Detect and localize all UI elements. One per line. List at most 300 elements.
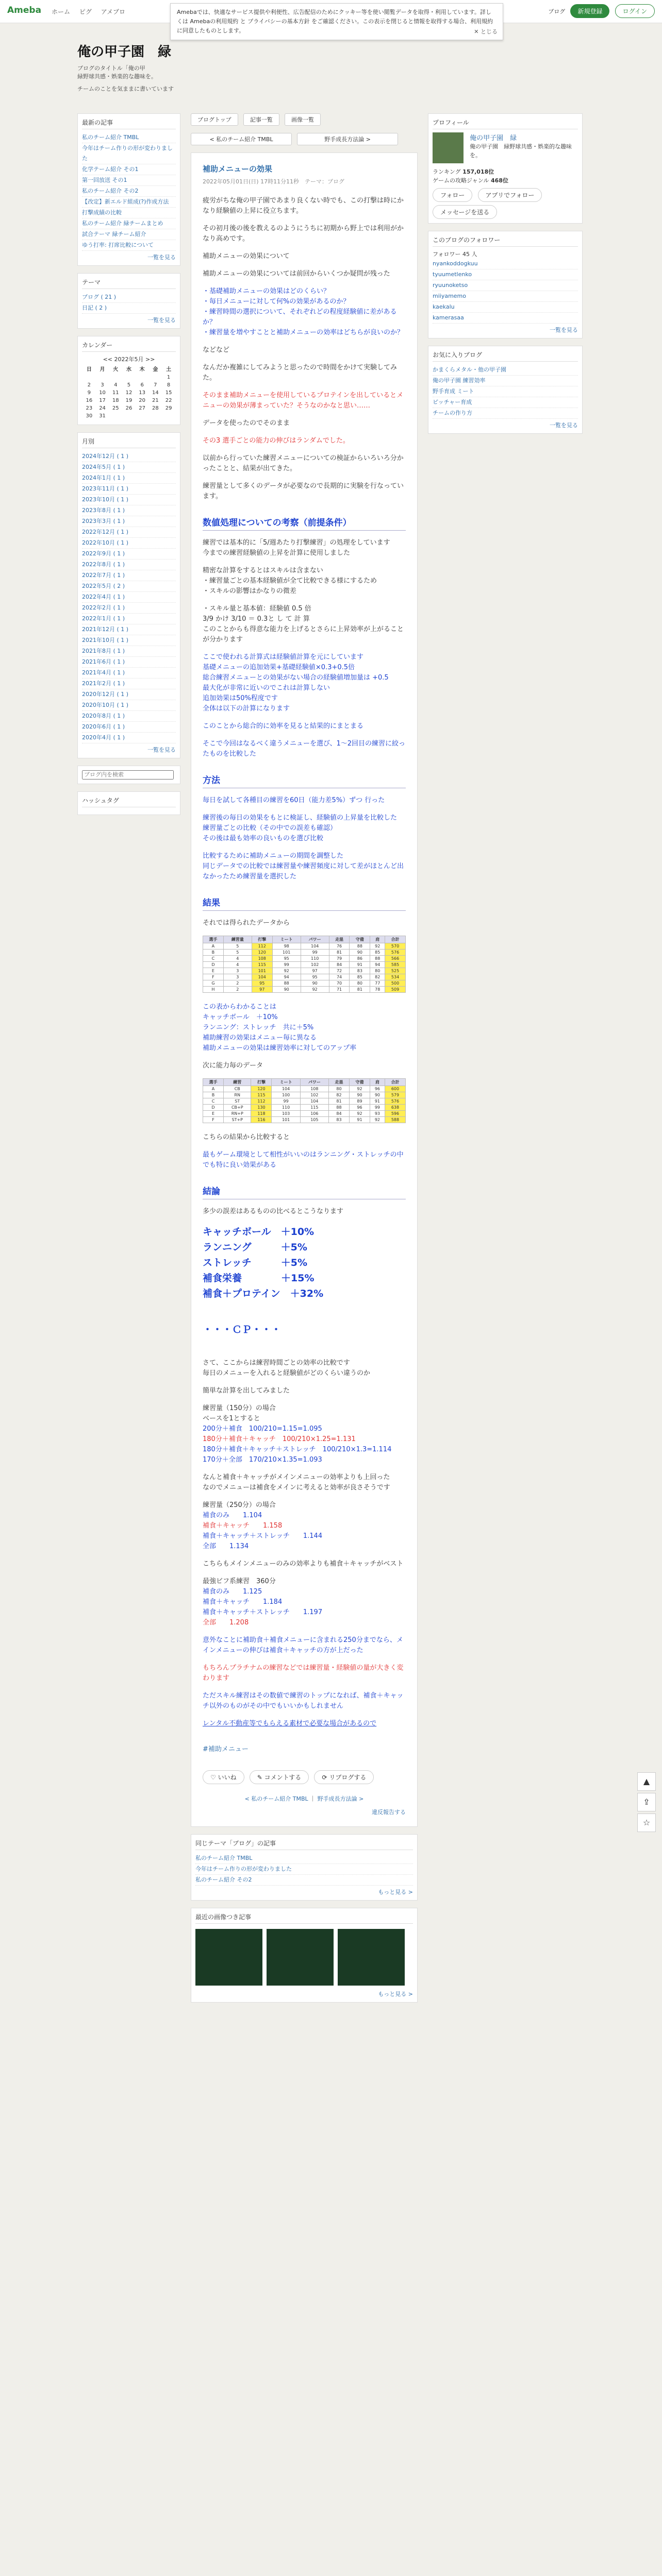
hashtag-link[interactable]: #補助メニュー: [203, 1745, 249, 1753]
tab-entry-list[interactable]: 記事一覧: [243, 113, 279, 126]
recent-post-item[interactable]: 今年はチーム作りの形が変わりました: [82, 143, 176, 164]
archive-item[interactable]: 2024年1月 ( 1 ): [82, 473, 176, 484]
table-cell: 110: [301, 956, 329, 962]
calendar-day: [109, 413, 122, 419]
hashtag-heading: ハッシュタグ: [82, 796, 176, 807]
recent-posts-heading: 最新の記事: [82, 118, 176, 129]
next-post-link[interactable]: 野手成長方法論 >: [297, 133, 398, 145]
theme-item[interactable]: 日記 ( 2 ): [82, 303, 176, 314]
blog-search-input[interactable]: [82, 770, 174, 779]
favorite-blog-item[interactable]: ピッチャー育成: [433, 397, 578, 408]
line: 全部 1.208: [203, 1619, 249, 1626]
prev-post-link[interactable]: < 私のチーム紹介 TMBL: [244, 1795, 308, 1802]
calendar-day: 9: [87, 390, 91, 396]
recent-more-link[interactable]: 一覧を見る: [147, 254, 176, 261]
para: [203, 1358, 406, 1379]
login-button[interactable]: ログイン: [615, 4, 655, 18]
table-cell: 104: [301, 943, 329, 950]
follower-item[interactable]: ryuunoketso: [433, 280, 578, 291]
calendar-day-name: 土: [166, 367, 172, 372]
table-cell: 83: [350, 968, 370, 974]
theme-heading: テーマ: [82, 278, 176, 289]
table-cell: 104: [300, 1098, 328, 1105]
table-cell: F: [203, 1117, 224, 1123]
line: ・スキルの影響はかなりの微差: [203, 587, 296, 595]
table-cell: 116: [251, 1117, 272, 1123]
line: その後は最も効率の良いものを選び比較: [203, 835, 324, 842]
line: 全部 1.134: [203, 1543, 249, 1550]
nav-home[interactable]: ホーム: [52, 8, 71, 15]
theme-box: [77, 273, 180, 329]
followers-more[interactable]: 一覧を見る: [550, 327, 578, 333]
calendar-day: 18: [112, 398, 119, 403]
hashtag-box: [77, 791, 180, 815]
like-button[interactable]: [203, 1770, 244, 1784]
calendar-week: [83, 382, 175, 388]
prev-post-link[interactable]: < 私のチーム紹介 TMBL: [191, 133, 292, 145]
table-cell: 115: [251, 1092, 272, 1098]
nav-ameblo[interactable]: アメブロ: [101, 8, 125, 15]
table-cell: 102: [301, 962, 329, 968]
blog-link[interactable]: ブログ: [548, 8, 566, 15]
table-cell: E: [203, 968, 224, 974]
recent-post-item[interactable]: 【改定】新エルド組成(?)作成方法: [82, 197, 176, 208]
archive-item[interactable]: 2023年11月 ( 1 ): [82, 484, 176, 495]
follower-item[interactable]: tyuumetlenko: [433, 269, 578, 280]
table-header-cell: 練習量: [223, 936, 252, 943]
app-follow-button[interactable]: アプリでフォロー: [478, 188, 542, 202]
table-cell: 70: [329, 980, 350, 987]
calendar-week: [83, 405, 175, 412]
table-cell: F: [203, 974, 224, 980]
line: 170分＋全部 170/210×1.35=1.093: [203, 1456, 322, 1464]
archive-item[interactable]: 2022年4月 ( 1 ): [82, 592, 176, 603]
table-cell: 91: [349, 1117, 370, 1123]
article-title[interactable]: 補助メニューの効果: [203, 164, 273, 174]
line: ベースを1とすると: [203, 1415, 260, 1422]
table-cell: 120: [251, 1086, 272, 1092]
table-cell: 85: [370, 950, 385, 956]
para: その初月後の後を教えるのようにうちに初期から野上では利用がかなり高めです。: [203, 225, 404, 243]
calendar-day: 22: [165, 398, 172, 403]
table-header-cell: 打撃: [252, 936, 272, 943]
table-row: [203, 987, 406, 993]
blog-desc-line2: 緑野球共感・娯楽的な趣味を。: [77, 73, 157, 80]
table-header-cell: 肩: [370, 1079, 385, 1086]
calendar-week: [83, 374, 175, 381]
table-row: [203, 950, 406, 956]
signup-button[interactable]: 新規登録: [570, 4, 609, 18]
line: このことからも得意な能力を上げるとさらに上昇効率が上がることが分かります: [203, 625, 404, 643]
question: ・毎日メニューに対して何%の効果があるのか？: [203, 298, 350, 306]
calendar-day: 25: [112, 405, 119, 411]
archive-item[interactable]: 2021年12月 ( 1 ): [82, 624, 176, 635]
same-theme-heading: 同じテーマ「ブログ」の記事: [195, 1839, 413, 1850]
conclusion-line: 補食栄養 ＋15%: [203, 1273, 315, 1284]
tab-blog-top[interactable]: ブログトップ: [191, 113, 238, 126]
calendar-day: 19: [125, 398, 133, 403]
calendar-day: 15: [165, 390, 172, 396]
article-meta: 2022年05月01日(日) 17時11分11秒 テーマ：ブログ: [203, 178, 345, 185]
archive-item[interactable]: 2023年10月 ( 1 ): [82, 495, 176, 505]
tab-image-list[interactable]: 画像一覧: [285, 113, 321, 126]
para: 毎日を試して各種目の練習を60日（能力差5%）ずつ 行った: [203, 796, 385, 804]
table-cell: 103: [272, 1111, 300, 1117]
post-thumbnail[interactable]: [195, 1929, 262, 1986]
line: 3/9 かけ 3/10 ＝ 0.3と し て 計 算: [203, 615, 310, 623]
ameba-logo[interactable]: Ameba: [7, 5, 42, 15]
archive-item[interactable]: 2022年8月 ( 1 ): [82, 560, 176, 570]
recent-post-item[interactable]: 化学テーム紹介 その1: [82, 164, 176, 175]
table-header-cell: 選手: [203, 936, 224, 943]
table-cell: 500: [385, 980, 406, 987]
archive-item[interactable]: 2021年10月 ( 1 ): [82, 635, 176, 646]
table-cell: 89: [349, 1098, 370, 1105]
reblog-button[interactable]: [314, 1770, 374, 1784]
same-theme-more[interactable]: もっと見る >: [378, 1889, 413, 1895]
blog-title[interactable]: 俺の甲子園 緑: [77, 44, 172, 60]
favorite-heading: お気に入りブログ: [433, 350, 578, 362]
line: 今までの練習経験値の上昇を計算に使用しました: [203, 549, 351, 557]
follower-item[interactable]: kaekalu: [433, 302, 578, 313]
table-cell: 94: [272, 974, 301, 980]
followers-box: [428, 231, 583, 338]
archive-item[interactable]: 2022年1月 ( 1 ): [82, 614, 176, 624]
archive-box: [77, 432, 180, 758]
bookmark-icon[interactable]: ☆: [637, 1814, 656, 1832]
follower-list: [433, 259, 578, 324]
table-cell: 81: [329, 950, 350, 956]
favorite-list: [433, 365, 578, 419]
post-thumbnail[interactable]: [267, 1929, 334, 1986]
calendar-day-name: 火: [113, 367, 119, 372]
section-heading: 方法: [203, 773, 406, 788]
table-row: [203, 980, 406, 987]
followers-heading: このブログのフォロワー: [433, 235, 578, 247]
table-cell: 112: [251, 1098, 272, 1105]
recent-post-item[interactable]: 試合テーマ 緑チーム紹介: [82, 229, 176, 240]
calendar-month[interactable]: << 2022年5月 >>: [103, 356, 155, 363]
archive-heading: 月別: [82, 437, 176, 448]
line: なのでメニューは補食をメインに考えると効率が良さそうです: [203, 1484, 390, 1492]
table-cell: 3: [223, 974, 252, 980]
table-cell: CB: [224, 1086, 251, 1092]
next-post-link[interactable]: 野手成長方法論 >: [317, 1795, 364, 1802]
favorite-blog-item[interactable]: チームの作り方: [433, 408, 578, 419]
table-cell: B: [203, 1092, 224, 1098]
recent-posts-list: [82, 132, 176, 251]
same-theme-item[interactable]: 私のチーム紹介 TMBL: [195, 1853, 413, 1864]
favorite-blog-item[interactable]: かまくらメタル・他の甲子園: [433, 365, 578, 376]
profile-name[interactable]: 俺の甲子園 緑: [470, 134, 517, 142]
recent-post-item[interactable]: ゆう打率: 打席比較について: [82, 240, 176, 251]
calendar-day: [123, 413, 135, 419]
conclusion-line: ストレッチ ＋5%: [203, 1257, 308, 1268]
line: 練習量（150分）の場合: [203, 1404, 276, 1412]
table-cell: 108: [252, 956, 272, 962]
recent-post-item[interactable]: 私のチーム紹介 緑チームまとめ: [82, 218, 176, 229]
table-cell: 88: [272, 980, 301, 987]
table-cell: 99: [272, 962, 301, 968]
table-cell: 596: [385, 1111, 405, 1117]
archive-item[interactable]: 2023年8月 ( 1 ): [82, 505, 176, 516]
calendar-day: 2: [87, 382, 91, 388]
table-cell: 576: [385, 950, 406, 956]
archive-item[interactable]: 2020年4月 ( 1 ): [82, 733, 176, 743]
line: 最強ビフ系練習 360分: [203, 1578, 276, 1585]
calendar-day: 20: [139, 398, 146, 403]
para: なんだか複雑にしてみようと思ったので時間をかけて実験してみた。: [203, 364, 398, 382]
blog-header: [77, 41, 490, 93]
calendar-day: 12: [125, 390, 133, 396]
table-cell: 96: [349, 1105, 370, 1111]
conclusion-line: キャッチボール ＋10%: [203, 1226, 315, 1238]
favorite-blogs-box: [428, 346, 583, 434]
para: [203, 1500, 406, 1552]
share-icon[interactable]: ⇪: [637, 1793, 656, 1811]
archive-item[interactable]: 2023年3月 ( 1 ): [82, 516, 176, 527]
calendar-day: [136, 413, 148, 419]
table-cell: 99: [301, 950, 329, 956]
calendar-day: [150, 374, 162, 381]
para: 最もゲーム環境として相性がいいのはランニング・ストレッチの中でも特に良い効果がある: [203, 1151, 404, 1169]
archive-item[interactable]: 2024年12月 ( 1 ): [82, 451, 176, 462]
favorite-more[interactable]: 一覧を見る: [550, 422, 578, 429]
genre-row: [433, 176, 578, 185]
calendar-day: 4: [114, 382, 118, 388]
table-cell: H: [203, 987, 224, 993]
calendar-day: [96, 374, 109, 381]
theme-more-link[interactable]: 一覧を見る: [147, 317, 176, 324]
archive-item[interactable]: 2020年10月 ( 1 ): [82, 700, 176, 711]
table-header-cell: 走塁: [329, 936, 350, 943]
archive-more-link[interactable]: 一覧を見る: [147, 747, 176, 753]
calendar-week: [83, 413, 175, 419]
table-cell: 88: [328, 1105, 349, 1111]
genre-label: ゲームの攻略ジャンル: [433, 177, 489, 184]
table-cell: 82: [328, 1092, 349, 1098]
calendar-day: [162, 413, 175, 419]
table-cell: 576: [385, 1098, 405, 1105]
table-header-cell: 走塁: [328, 1079, 349, 1086]
table-row: [203, 1086, 406, 1092]
same-theme-item[interactable]: 私のチーム紹介 その2: [195, 1875, 413, 1886]
calendar-day: 7: [154, 382, 157, 388]
calendar-day: 17: [99, 398, 106, 403]
archive-item[interactable]: 2020年12月 ( 1 ): [82, 689, 176, 700]
table-cell: 80: [370, 968, 385, 974]
line: ここで使われる計算式は経験値計算を元にしています: [203, 653, 364, 661]
archive-item[interactable]: 2022年10月 ( 1 ): [82, 538, 176, 549]
table-cell: 82: [370, 974, 385, 980]
table-cell: 101: [272, 950, 301, 956]
recent-post-item[interactable]: 第一回放送 その1: [82, 175, 176, 186]
calendar-day: [109, 374, 122, 381]
table-header-cell: パワー: [300, 1079, 328, 1086]
table-cell: 108: [300, 1086, 328, 1092]
popular-posts-heading: 最近の画像つき記事: [195, 1912, 413, 1924]
recent-post-item[interactable]: 私のチーム紹介 その2: [82, 186, 176, 197]
table-cell: 90: [301, 980, 329, 987]
para: [203, 851, 406, 882]
table-cell: 98: [272, 943, 301, 950]
archive-item[interactable]: 2024年5月 ( 1 ): [82, 462, 176, 473]
follow-button[interactable]: フォロー: [433, 188, 472, 202]
theme-item[interactable]: ブログ ( 21 ): [82, 292, 176, 303]
ranking-label: ランキング: [433, 168, 461, 175]
archive-item[interactable]: 2021年4月 ( 1 ): [82, 668, 176, 679]
table-row: [203, 974, 406, 980]
table-cell: 101: [272, 1117, 300, 1123]
line: キャッチボール ＋10%: [203, 1013, 278, 1021]
line: 最大化が非常に近いのでこれは計算しない: [203, 684, 330, 692]
archive-item[interactable]: 2020年8月 ( 1 ): [82, 711, 176, 722]
table-cell: C: [203, 956, 224, 962]
line: 追加効果は50%程度です: [203, 694, 278, 702]
table-cell: 92: [370, 943, 385, 950]
archive-item[interactable]: 2022年5月 ( 2 ): [82, 581, 176, 592]
like-label: いいね: [218, 1774, 237, 1781]
calendar-day: 11: [112, 390, 119, 396]
same-theme-item[interactable]: 今年はチーム作りの形が変わりました: [195, 1864, 413, 1875]
line: 補食のみ 1.125: [203, 1588, 262, 1596]
line: 200分＋補食 100/210=1.15=1.095: [203, 1425, 322, 1433]
nav-pigg[interactable]: ピグ: [79, 8, 92, 15]
follower-item[interactable]: kamerasaa: [433, 313, 578, 324]
post-thumbnail[interactable]: [338, 1929, 405, 1986]
archive-item[interactable]: 2021年6月 ( 1 ): [82, 657, 176, 668]
table-cell: 83: [328, 1117, 349, 1123]
line: 練習では基本的に「5/週あたり打撃練習」の処理をしています: [203, 539, 390, 547]
ranking-row: [433, 167, 578, 176]
left-sidebar: [77, 113, 180, 822]
profile-heading: プロフィール: [433, 118, 578, 129]
line: 補助練習の効果はメニュー毎に異なる: [203, 1034, 317, 1042]
table-cell: G: [203, 980, 224, 987]
table-cell: 80: [350, 980, 370, 987]
cookie-notice: [170, 3, 503, 40]
table-row: [203, 962, 406, 968]
profile-box: [428, 113, 583, 224]
calendar-day: [150, 413, 162, 419]
follower-item[interactable]: miiyamemo: [433, 291, 578, 302]
calendar-day: 24: [99, 405, 106, 411]
table-row: [203, 1092, 406, 1098]
line: 比較するために補助メニューの期間を調整した: [203, 852, 344, 860]
popular-more[interactable]: もっと見る >: [378, 1991, 413, 1997]
para: 練習量として多くのデータが必要なので長期的に実験を行なっています。: [203, 482, 404, 500]
table-cell: 78: [370, 987, 385, 993]
top-arrow-icon[interactable]: ▲: [637, 1772, 656, 1791]
archive-item[interactable]: 2022年12月 ( 1 ): [82, 527, 176, 538]
table-row: [203, 1117, 406, 1123]
table-cell: 585: [385, 962, 406, 968]
section-heading: 結果: [203, 895, 406, 911]
table-row: [203, 1105, 406, 1111]
table-cell: 5: [223, 943, 252, 950]
table-cell: 570: [385, 943, 406, 950]
calendar-day-name: 水: [126, 367, 131, 372]
comment-button[interactable]: [250, 1770, 309, 1784]
calendar-day: 8: [167, 382, 171, 388]
cookie-notice-close[interactable]: ✕ とじる: [474, 28, 498, 35]
calendar-day: 16: [86, 398, 93, 403]
para: 補助メニューの効果について: [203, 252, 290, 260]
report-link[interactable]: 違反報告する: [372, 1809, 406, 1816]
table-cell: 81: [350, 987, 370, 993]
table-cell: D: [203, 1105, 224, 1111]
calendar-week: [83, 389, 175, 396]
favorite-blog-item[interactable]: 野手育成 ミート: [433, 386, 578, 397]
table-row: [203, 1111, 406, 1117]
table-cell: 2: [223, 980, 252, 987]
table-cell: 91: [370, 1098, 385, 1105]
profile-actions: [433, 188, 578, 202]
para: こちらもメインメニューのみの効率よりも補食＋キャッチがベスト: [203, 1560, 404, 1568]
table-header-cell: ミート: [272, 1079, 300, 1086]
calendar-day: [83, 374, 95, 381]
table-cell: 638: [385, 1105, 405, 1111]
floating-share: [637, 1772, 658, 1834]
archive-item[interactable]: 2021年8月 ( 1 ): [82, 646, 176, 657]
table-cell: 101: [252, 968, 272, 974]
table-cell: 85: [350, 974, 370, 980]
para: [203, 813, 406, 844]
table-cell: 90: [349, 1092, 370, 1098]
favorite-blog-item[interactable]: 俺の甲子園 練習効率: [433, 376, 578, 386]
line: 基礎メニューの追加効果+基礎経験値×0.3+0.5倍: [203, 664, 355, 671]
table-cell: 4: [223, 962, 252, 968]
follower-item[interactable]: nyankoddogkuu: [433, 259, 578, 269]
recent-post-item[interactable]: 私のチーム紹介 TMBL: [82, 132, 176, 143]
line: 練習量（250分）の場合: [203, 1501, 276, 1509]
main-content: [191, 113, 418, 2010]
table-header-cell: 練習: [224, 1079, 251, 1086]
recent-post-item[interactable]: 打撃成績の比較: [82, 208, 176, 218]
archive-item[interactable]: 2022年9月 ( 1 ): [82, 549, 176, 560]
para: 以前から行っていた練習メニューについての検証からいろいろ分かったことと、結果が出てきた。: [203, 454, 404, 472]
table-cell: 95: [301, 974, 329, 980]
table-cell: 77: [370, 980, 385, 987]
para: レンタル不動産等でもらえる素材で必要な場合があるので: [203, 1720, 377, 1727]
conclusion-line: ランニング ＋5%: [203, 1242, 307, 1253]
archive-item[interactable]: 2020年6月 ( 1 ): [82, 722, 176, 733]
table-cell: 94: [370, 962, 385, 968]
table-cell: 90: [350, 950, 370, 956]
table-cell: 74: [329, 974, 350, 980]
bottom-post-nav: < 私のチーム紹介 TMBL ｜ 野手成長方法論 >: [244, 1795, 364, 1802]
calendar-day-name: 月: [100, 367, 105, 372]
message-button[interactable]: メッセージを送る: [433, 205, 497, 219]
line: 同じデータでの比較では練習量や練習頻度に対して差がほとんど出なかったため練習量を選択した: [203, 862, 404, 880]
archive-item[interactable]: 2021年2月 ( 1 ): [82, 679, 176, 689]
para: そのまま補助メニューを使用しているプロテインを出しているとメニューの効果が薄まっていた？そうなのかなと思い……: [203, 392, 404, 410]
calendar-day-name: 金: [153, 367, 158, 372]
para: [203, 652, 406, 714]
table-cell: 534: [385, 974, 406, 980]
archive-item[interactable]: 2022年2月 ( 1 ): [82, 603, 176, 614]
table-cell: 96: [370, 1086, 385, 1092]
table-cell: 71: [329, 987, 350, 993]
calendar-day: 21: [152, 398, 159, 403]
calendar-day: 14: [152, 390, 159, 396]
table-cell: 88: [350, 943, 370, 950]
avatar[interactable]: [433, 132, 464, 163]
archive-item[interactable]: 2022年7月 ( 1 ): [82, 570, 176, 581]
table-cell: 104: [272, 1086, 300, 1092]
para: 多少の誤差はあるものの比べるとこうなります: [203, 1208, 344, 1215]
right-sidebar: [428, 113, 583, 441]
